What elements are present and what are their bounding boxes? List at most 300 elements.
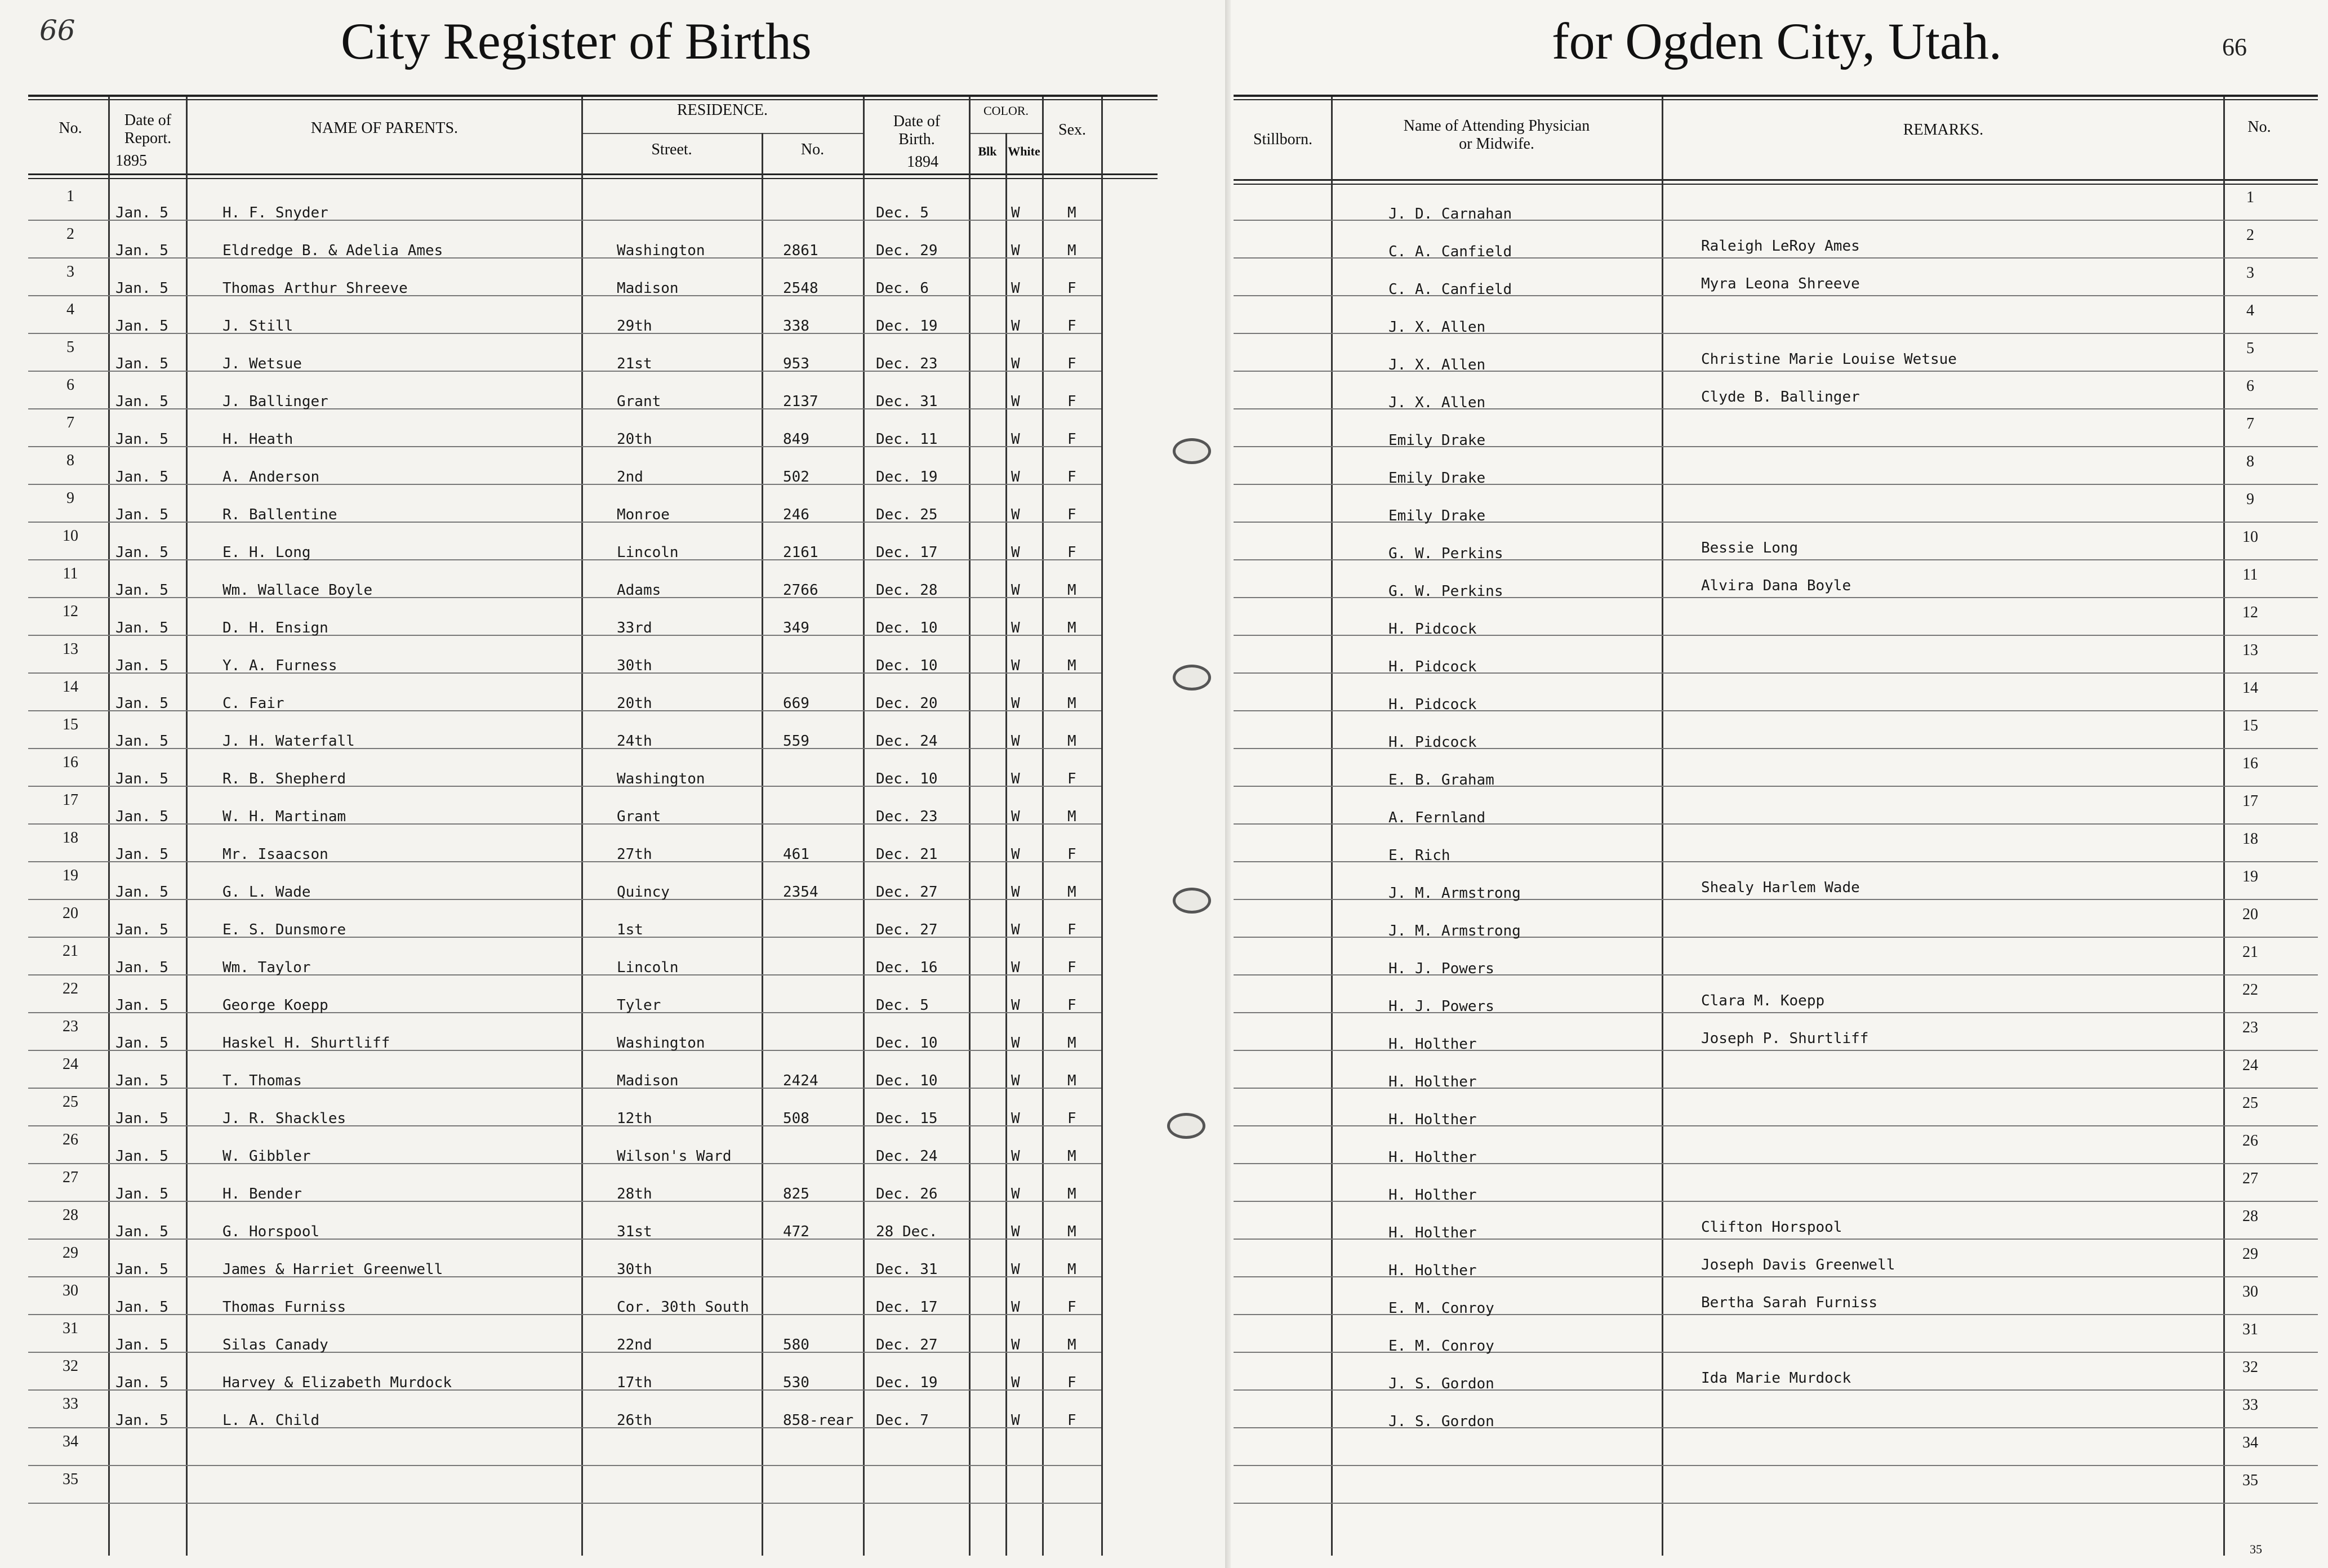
- row-rule: [28, 1239, 1101, 1240]
- sex: F: [1067, 921, 1076, 938]
- binder-hole: [1173, 438, 1211, 464]
- date-of-report: Jan. 5: [115, 1072, 168, 1089]
- date-of-report: Jan. 5: [115, 1337, 168, 1353]
- parents-name: W. Gibbler: [222, 1148, 311, 1165]
- date-of-report: Jan. 5: [115, 204, 168, 221]
- sex: F: [1067, 959, 1076, 976]
- row-number: 31: [63, 1320, 78, 1337]
- row-rule: [28, 899, 1101, 900]
- remarks: Shealy Harlem Wade: [1701, 879, 1860, 896]
- color-white: W: [1011, 846, 1020, 863]
- row-number: 5: [66, 338, 74, 356]
- parents-name: J. Wetsue: [222, 355, 302, 372]
- header-color: COLOR.: [983, 104, 1029, 118]
- col-rule: [581, 97, 583, 1556]
- header-blk: Blk: [978, 144, 997, 158]
- row-rule: [28, 522, 1101, 523]
- residence-street: Lincoln: [617, 959, 679, 976]
- date-of-report: Jan. 5: [115, 695, 168, 712]
- residence-number: 559: [783, 733, 809, 750]
- color-white: W: [1011, 1374, 1020, 1391]
- attending-physician: H. J. Powers: [1388, 960, 1494, 977]
- header-sex: Sex.: [1058, 121, 1086, 139]
- color-white: W: [1011, 1223, 1020, 1240]
- sex: F: [1067, 770, 1076, 787]
- date-of-report: Jan. 5: [115, 1148, 168, 1165]
- attending-physician: H. Holther: [1388, 1262, 1477, 1279]
- parents-name: R. B. Shepherd: [222, 770, 346, 787]
- row-number-right: 2: [2246, 226, 2254, 244]
- sex: F: [1067, 544, 1076, 561]
- row-number-right: 15: [2242, 717, 2258, 734]
- header-bottom-rule: [1234, 179, 2318, 181]
- color-white: W: [1011, 1186, 1020, 1202]
- date-of-birth: Dec. 11: [876, 431, 938, 448]
- row-number: 28: [63, 1206, 78, 1224]
- sex: F: [1067, 318, 1076, 335]
- residence-number: 246: [783, 506, 809, 523]
- date-of-report: Jan. 5: [115, 1412, 168, 1429]
- row-rule: [1234, 1503, 2318, 1504]
- header-bottom-rule: [28, 173, 1158, 175]
- row-number: 7: [66, 414, 74, 431]
- color-white: W: [1011, 1412, 1020, 1429]
- parents-name: J. Still: [222, 318, 293, 335]
- residence-street: 31st: [617, 1223, 652, 1240]
- attending-physician: Emily Drake: [1388, 432, 1486, 449]
- parents-name: E. H. Long: [222, 544, 311, 561]
- row-number-right: 16: [2242, 755, 2258, 772]
- date-of-birth: Dec. 10: [876, 770, 938, 787]
- residence-number: 2548: [783, 280, 818, 297]
- date-of-birth: Dec. 6: [876, 280, 929, 297]
- row-number: 10: [63, 527, 78, 545]
- col-rule: [863, 97, 865, 1556]
- attending-physician: J. D. Carnahan: [1388, 206, 1512, 222]
- date-of-report: Jan. 5: [115, 997, 168, 1014]
- sex: F: [1067, 1374, 1076, 1391]
- row-number: 4: [66, 301, 74, 318]
- color-white: W: [1011, 997, 1020, 1014]
- row-number-right: 29: [2242, 1245, 2258, 1263]
- row-number: 6: [66, 376, 74, 394]
- row-rule: [1234, 1465, 2318, 1466]
- header-no: No.: [59, 119, 82, 137]
- residence-street: 17th: [617, 1374, 652, 1391]
- residence-street: 27th: [617, 846, 652, 863]
- parents-name: H. Heath: [222, 431, 293, 448]
- row-rule: [28, 748, 1101, 749]
- row-rule: [28, 597, 1101, 598]
- parents-name: R. Ballentine: [222, 506, 337, 523]
- row-rule: [28, 861, 1101, 862]
- row-rule: [28, 1503, 1101, 1504]
- attending-physician: H. Holther: [1388, 1224, 1477, 1241]
- date-of-birth: Dec. 21: [876, 846, 938, 863]
- residence-street: 20th: [617, 431, 652, 448]
- header-street: Street.: [651, 141, 692, 158]
- attending-physician: E. B. Graham: [1388, 772, 1494, 789]
- attending-physician: H. Pidcock: [1388, 658, 1477, 675]
- remarks: Bertha Sarah Furniss: [1701, 1294, 1878, 1311]
- color-white: W: [1011, 620, 1020, 636]
- row-rule: [28, 1276, 1101, 1277]
- date-of-report: Jan. 5: [115, 921, 168, 938]
- date-of-birth: Dec. 20: [876, 695, 938, 712]
- date-of-birth: Dec. 19: [876, 318, 938, 335]
- binder-hole: [1173, 665, 1211, 691]
- header-bottom-rule-2: [28, 178, 1158, 179]
- date-of-birth: Dec. 19: [876, 469, 938, 485]
- residence-street: Quincy: [617, 884, 670, 901]
- residence-street: Grant: [617, 393, 661, 410]
- parents-name: Thomas Furniss: [222, 1299, 346, 1316]
- col-rule: [762, 133, 763, 1556]
- date-of-birth: Dec. 29: [876, 242, 938, 259]
- row-rule: [28, 1012, 1101, 1013]
- sex: M: [1067, 808, 1076, 825]
- color-white: W: [1011, 506, 1020, 523]
- row-number-right: 23: [2242, 1019, 2258, 1036]
- row-number-right: 22: [2242, 981, 2258, 999]
- parents-name: G. L. Wade: [222, 884, 311, 901]
- attending-physician: J. M. Armstrong: [1388, 885, 1521, 902]
- row-number-right: 26: [2242, 1132, 2258, 1150]
- row-number: 24: [63, 1055, 78, 1073]
- row-number: 9: [66, 489, 74, 507]
- header-physician: Name of Attending Physician or Midwife.: [1403, 117, 1590, 153]
- parents-name: W. H. Martinam: [222, 808, 346, 825]
- sex: M: [1067, 1223, 1076, 1240]
- color-white: W: [1011, 733, 1020, 750]
- parents-name: G. Horspool: [222, 1223, 320, 1240]
- remarks: Clyde B. Ballinger: [1701, 389, 1860, 406]
- residence-street: Washington: [617, 1035, 705, 1052]
- attending-physician: H. Holther: [1388, 1149, 1477, 1166]
- row-number-right: 9: [2246, 491, 2254, 508]
- date-of-report: Jan. 5: [115, 808, 168, 825]
- date-of-report: Jan. 5: [115, 318, 168, 335]
- date-of-birth: Dec. 24: [876, 1148, 938, 1165]
- sex: F: [1067, 280, 1076, 297]
- date-of-report: Jan. 5: [115, 1223, 168, 1240]
- header-date-of-birth: Date of Birth.: [893, 113, 941, 149]
- parents-name: Thomas Arthur Shreeve: [222, 280, 408, 297]
- color-white: W: [1011, 393, 1020, 410]
- date-of-report: Jan. 5: [115, 959, 168, 976]
- sex: F: [1067, 431, 1076, 448]
- attending-physician: H. Pidcock: [1388, 734, 1477, 751]
- date-of-birth: Dec. 27: [876, 1337, 938, 1353]
- header-stillborn: Stillborn.: [1253, 131, 1312, 148]
- row-rule: [28, 635, 1101, 636]
- sex: F: [1067, 846, 1076, 863]
- color-white: W: [1011, 808, 1020, 825]
- date-of-birth: Dec. 15: [876, 1110, 938, 1127]
- residence-street: Washington: [617, 242, 705, 259]
- remarks: Bessie Long: [1701, 540, 1799, 556]
- sex: M: [1067, 1072, 1076, 1089]
- row-number-right: 35: [2242, 1472, 2258, 1489]
- sex: F: [1067, 469, 1076, 485]
- col-rule: [1331, 97, 1333, 1556]
- row-rule: [28, 1352, 1101, 1353]
- date-of-report: Jan. 5: [115, 620, 168, 636]
- attending-physician: J. X. Allen: [1388, 319, 1486, 336]
- date-of-report: Jan. 5: [115, 1035, 168, 1052]
- remarks: Christine Marie Louise Wetsue: [1701, 351, 1957, 368]
- color-white: W: [1011, 1337, 1020, 1353]
- row-rule: [28, 371, 1101, 372]
- attending-physician: A. Fernland: [1388, 809, 1486, 826]
- attending-physician: H. Holther: [1388, 1036, 1477, 1053]
- parents-name: H. Bender: [222, 1186, 302, 1202]
- attending-physician: J. S. Gordon: [1388, 1375, 1494, 1392]
- header-street-no: No.: [800, 141, 825, 158]
- residence-street: 21st: [617, 355, 652, 372]
- residence-street: 30th: [617, 657, 652, 674]
- residence-street: 33rd: [617, 620, 652, 636]
- attending-physician: E. Rich: [1388, 847, 1450, 864]
- residence-street: Adams: [617, 582, 661, 599]
- sex: F: [1067, 393, 1076, 410]
- date-of-report: Jan. 5: [115, 884, 168, 901]
- row-rule: [28, 1389, 1101, 1391]
- attending-physician: E. M. Conroy: [1388, 1300, 1494, 1317]
- row-rule: [28, 823, 1101, 825]
- date-of-birth: Dec. 10: [876, 620, 938, 636]
- sex: F: [1067, 1110, 1076, 1127]
- attending-physician: Emily Drake: [1388, 470, 1486, 487]
- row-number-right: 18: [2242, 830, 2258, 848]
- attending-physician: J. X. Allen: [1388, 357, 1486, 373]
- row-rule: [28, 1427, 1101, 1428]
- residence-number: 472: [783, 1223, 809, 1240]
- row-number: 19: [63, 867, 78, 884]
- parents-name: J. Ballinger: [222, 393, 328, 410]
- color-white: W: [1011, 1261, 1020, 1278]
- color-white: W: [1011, 695, 1020, 712]
- date-of-report: Jan. 5: [115, 280, 168, 297]
- color-white: W: [1011, 959, 1020, 976]
- residence-street: 29th: [617, 318, 652, 335]
- date-of-report: Jan. 5: [115, 846, 168, 863]
- date-of-report: Jan. 5: [115, 1186, 168, 1202]
- parents-name: Haskel H. Shurtliff: [222, 1035, 390, 1052]
- right-page: [1231, 0, 2328, 1568]
- residence-number: 461: [783, 846, 809, 863]
- right-page-number: 66: [2222, 33, 2247, 61]
- row-rule: [28, 408, 1101, 409]
- color-white: W: [1011, 469, 1020, 485]
- row-rule: [28, 1125, 1101, 1126]
- date-of-birth: Dec. 23: [876, 355, 938, 372]
- remarks: Alvira Dana Boyle: [1701, 577, 1851, 594]
- row-rule: [28, 295, 1101, 296]
- date-of-report: Jan. 5: [115, 431, 168, 448]
- residence-street: Tyler: [617, 997, 661, 1014]
- residence-street: 30th: [617, 1261, 652, 1278]
- sex: M: [1067, 1261, 1076, 1278]
- row-number-right: 3: [2246, 264, 2254, 282]
- row-number-right: 6: [2246, 377, 2254, 395]
- header-residence: RESIDENCE.: [677, 101, 768, 119]
- date-of-birth: Dec. 26: [876, 1186, 938, 1202]
- date-of-birth: Dec. 10: [876, 657, 938, 674]
- header-date-of-report: Date of Report.: [124, 112, 172, 148]
- binder-hole: [1173, 888, 1211, 914]
- sex: M: [1067, 1148, 1076, 1165]
- residence-street: 28th: [617, 1186, 652, 1202]
- row-number-right: 24: [2242, 1057, 2258, 1074]
- attending-physician: J. S. Gordon: [1388, 1413, 1494, 1430]
- row-number: 30: [63, 1282, 78, 1299]
- row-number: 34: [63, 1433, 78, 1450]
- residence-street: Washington: [617, 770, 705, 787]
- row-number: 8: [66, 452, 74, 469]
- row-rule: [28, 1314, 1101, 1315]
- row-number-right: 25: [2242, 1094, 2258, 1112]
- attending-physician: H. Pidcock: [1388, 696, 1477, 713]
- residence-street: Grant: [617, 808, 661, 825]
- date-of-report: Jan. 5: [115, 657, 168, 674]
- row-number: 22: [63, 980, 78, 997]
- row-number: 27: [63, 1169, 78, 1186]
- attending-physician: J. X. Allen: [1388, 394, 1486, 411]
- row-rule: [28, 1465, 1101, 1466]
- color-white: W: [1011, 355, 1020, 372]
- row-number: 20: [63, 905, 78, 922]
- color-white: W: [1011, 204, 1020, 221]
- row-number-right: 30: [2242, 1283, 2258, 1300]
- sex: M: [1067, 582, 1076, 599]
- color-white: W: [1011, 1299, 1020, 1316]
- parents-name: Wm. Wallace Boyle: [222, 582, 373, 599]
- row-number-right: 4: [2246, 302, 2254, 319]
- color-white: W: [1011, 242, 1020, 259]
- sex: M: [1067, 1035, 1076, 1052]
- row-number-right: 32: [2242, 1358, 2258, 1376]
- row-rule: [28, 446, 1101, 447]
- row-number: 2: [66, 225, 74, 243]
- date-of-report: Jan. 5: [115, 544, 168, 561]
- date-of-birth: Dec. 28: [876, 582, 938, 599]
- date-of-report: Jan. 5: [115, 355, 168, 372]
- date-of-birth: Dec. 10: [876, 1035, 938, 1052]
- row-number-right: 14: [2242, 679, 2258, 697]
- row-number: 1: [66, 188, 74, 205]
- residence-street: Wilson's Ward: [617, 1148, 732, 1165]
- sex: M: [1067, 1186, 1076, 1202]
- row-rule: [28, 974, 1101, 975]
- sex: M: [1067, 204, 1076, 221]
- row-number: 16: [63, 754, 78, 771]
- date-of-report: Jan. 5: [115, 1299, 168, 1316]
- row-number: 11: [63, 565, 78, 582]
- parents-name: Eldredge B. & Adelia Ames: [222, 242, 443, 259]
- color-white: W: [1011, 1035, 1020, 1052]
- row-number: 32: [63, 1357, 78, 1375]
- date-of-birth: Dec. 5: [876, 204, 929, 221]
- date-of-birth: Dec. 27: [876, 884, 938, 901]
- parents-name: Mr. Isaacson: [222, 846, 328, 863]
- residence-street: 12th: [617, 1110, 652, 1127]
- parents-name: Harvey & Elizabeth Murdock: [222, 1374, 452, 1391]
- header-no-right: No.: [2247, 118, 2271, 136]
- col-rule: [186, 97, 188, 1556]
- right-page-title: for Ogden City, Utah.: [1552, 12, 2002, 70]
- sex: M: [1067, 620, 1076, 636]
- residence-street: 20th: [617, 695, 652, 712]
- row-number-right: 33: [2242, 1396, 2258, 1414]
- row-number-right: 21: [2242, 943, 2258, 961]
- residence-number: 669: [783, 695, 809, 712]
- date-of-birth: Dec. 17: [876, 1299, 938, 1316]
- row-rule: [28, 937, 1101, 938]
- header-bottom-rule-2: [1234, 184, 2318, 185]
- color-white: W: [1011, 884, 1020, 901]
- color-white: W: [1011, 431, 1020, 448]
- col-rule: [969, 97, 971, 1556]
- residence-number: 2861: [783, 242, 818, 259]
- header-report-year: 1895: [115, 152, 147, 170]
- row-number-right: 7: [2246, 415, 2254, 433]
- sex: F: [1067, 1412, 1076, 1429]
- residence-street: Monroe: [617, 506, 670, 523]
- sex: M: [1067, 884, 1076, 901]
- header-white: White: [1008, 144, 1040, 158]
- attending-physician: H. Holther: [1388, 1111, 1477, 1128]
- handwritten-page-number: 66: [39, 14, 75, 47]
- row-number: 23: [63, 1018, 78, 1035]
- header-top-rule-2: [28, 99, 1158, 100]
- date-of-birth: Dec. 5: [876, 997, 929, 1014]
- attending-physician: G. W. Perkins: [1388, 545, 1503, 562]
- row-number-right: 8: [2246, 453, 2254, 470]
- row-rule: [28, 1163, 1101, 1164]
- remarks: Clara M. Koepp: [1701, 992, 1825, 1009]
- row-number-right: 1: [2246, 189, 2254, 206]
- binder-hole: [1167, 1113, 1205, 1139]
- row-number-right: 17: [2242, 792, 2258, 810]
- residence-street: Madison: [617, 280, 679, 297]
- residence-divider: [581, 133, 863, 134]
- row-number-right: 31: [2242, 1321, 2258, 1338]
- color-white: W: [1011, 318, 1020, 335]
- date-of-birth: Dec. 31: [876, 1261, 938, 1278]
- parents-name: C. Fair: [222, 695, 284, 712]
- color-white: W: [1011, 1110, 1020, 1127]
- row-number: 12: [63, 603, 78, 620]
- row-number-right: 13: [2242, 642, 2258, 659]
- sex: M: [1067, 695, 1076, 712]
- remarks: Ida Marie Murdock: [1701, 1370, 1851, 1387]
- residence-number: 2424: [783, 1072, 818, 1089]
- parents-name: James & Harriet Greenwell: [222, 1261, 443, 1278]
- row-number-right: 5: [2246, 340, 2254, 357]
- residence-number: 508: [783, 1110, 809, 1127]
- date-of-birth: Dec. 16: [876, 959, 938, 976]
- date-of-birth: Dec. 7: [876, 1412, 929, 1429]
- parents-name: D. H. Ensign: [222, 620, 328, 636]
- row-rule: [28, 257, 1101, 259]
- residence-number: 953: [783, 355, 809, 372]
- date-of-birth: 28 Dec.: [876, 1223, 938, 1240]
- row-number: 14: [63, 678, 78, 696]
- attending-physician: C. A. Canfield: [1388, 281, 1512, 298]
- header-top-rule: [1234, 95, 2318, 97]
- residence-street: 22nd: [617, 1337, 652, 1353]
